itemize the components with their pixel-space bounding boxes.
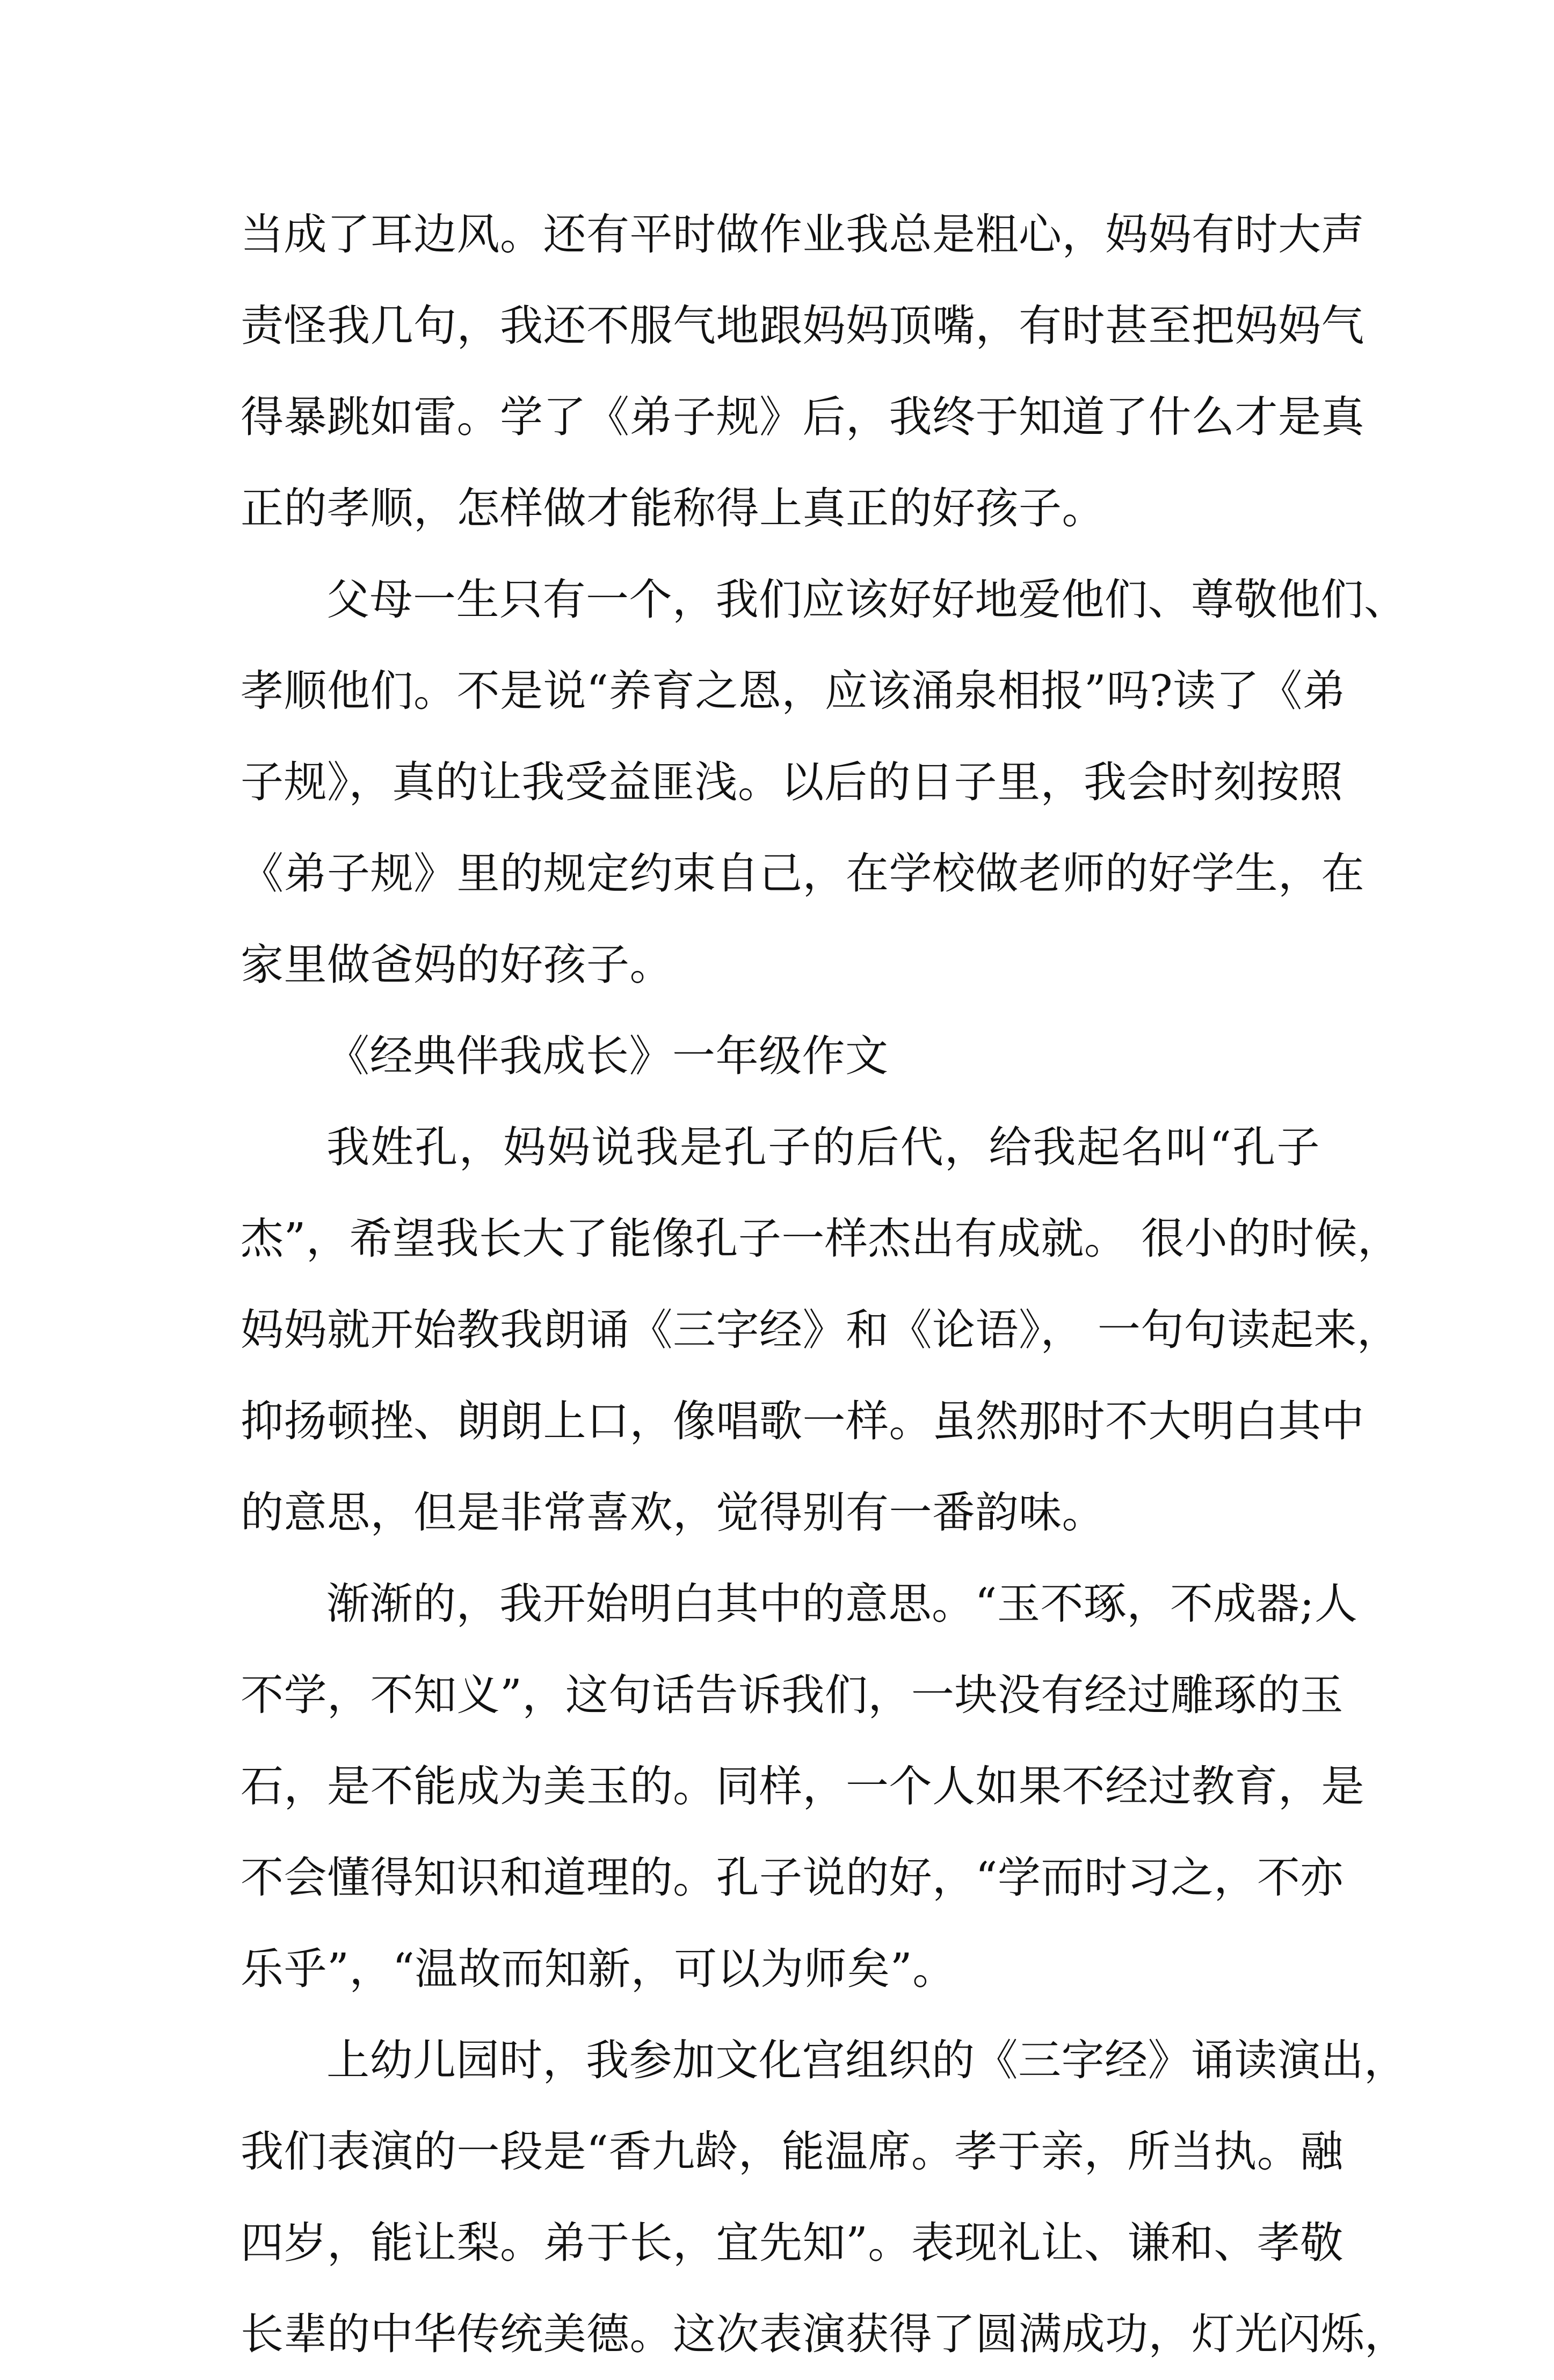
text-line: 不会懂得知识和道理的。孔子说的好，“学而时习之，不亦	[241, 1853, 1344, 1903]
text-line: 得暴跳如雷。学了《弟子规》后，我终于知道了什么才是真	[241, 392, 1364, 442]
document-body	[241, 189, 1408, 2380]
text-line: 不学，不知义”，这句话告诉我们，一块没有经过雕琢的玉	[241, 1670, 1344, 1720]
text-line: 上幼儿园时，我参加文化宫组织的《三字经》诵读演出，	[326, 2035, 1407, 2085]
essay-title: 《经典伴我成长》一年级作文	[326, 1031, 889, 1081]
text-line: 我们表演的一段是“香九龄，能温席。孝于亲，所当执。融	[241, 2127, 1344, 2176]
text-line: 当成了耳边风。还有平时做作业我总是粗心，妈妈有时大声	[241, 209, 1364, 259]
text-line: 的意思，但是非常喜欢，觉得别有一番韵味。	[241, 1488, 1105, 1537]
text-line: 父母一生只有一个，我们应该好好地爱他们、尊敬他们、	[326, 575, 1407, 625]
text-line: 《弟子规》里的规定约束自己，在学校做老师的好学生，在	[241, 848, 1364, 898]
text-line: 杰”，希望我长大了能像孔子一样杰出有成就。 很小的时候，	[241, 1214, 1401, 1264]
text-line: 长辈的中华传统美德。这次表演获得了圆满成功，灯光闪烁，	[241, 2309, 1408, 2359]
text-line: 渐渐的，我开始明白其中的意思。“玉不琢，不成器;人	[326, 1579, 1358, 1629]
text-line: 家里做爸妈的好孩子。	[241, 940, 673, 990]
text-line: 孝顺他们。不是说“养育之恩，应该涌泉相报”吗?读了《弟	[241, 666, 1346, 716]
text-line: 责怪我几句，我还不服气地跟妈妈顶嘴，有时甚至把妈妈气	[241, 301, 1364, 351]
text-line: 妈妈就开始教我朗诵《三字经》和《论语》， 一句句读起来，	[241, 1305, 1400, 1355]
text-line: 我姓孔，妈妈说我是孔子的后代，给我起名叫“孔子	[326, 1122, 1320, 1172]
text-line: 抑扬顿挫、朗朗上口，像唱歌一样。虽然那时不大明白其中	[241, 1396, 1364, 1446]
text-line: 子规》，真的让我受益匪浅。以后的日子里，我会时刻按照	[241, 757, 1343, 807]
text-line: 石，是不能成为美玉的。同样，一个人如果不经过教育，是	[241, 1761, 1364, 1811]
text-line: 乐乎”，“温故而知新，可以为师矣”。	[241, 1944, 956, 1994]
text-line: 正的孝顺，怎样做才能称得上真正的好孩子。	[241, 483, 1105, 533]
text-line: 四岁，能让梨。弟于长，宜先知”。表现礼让、谦和、孝敬	[241, 2218, 1344, 2268]
